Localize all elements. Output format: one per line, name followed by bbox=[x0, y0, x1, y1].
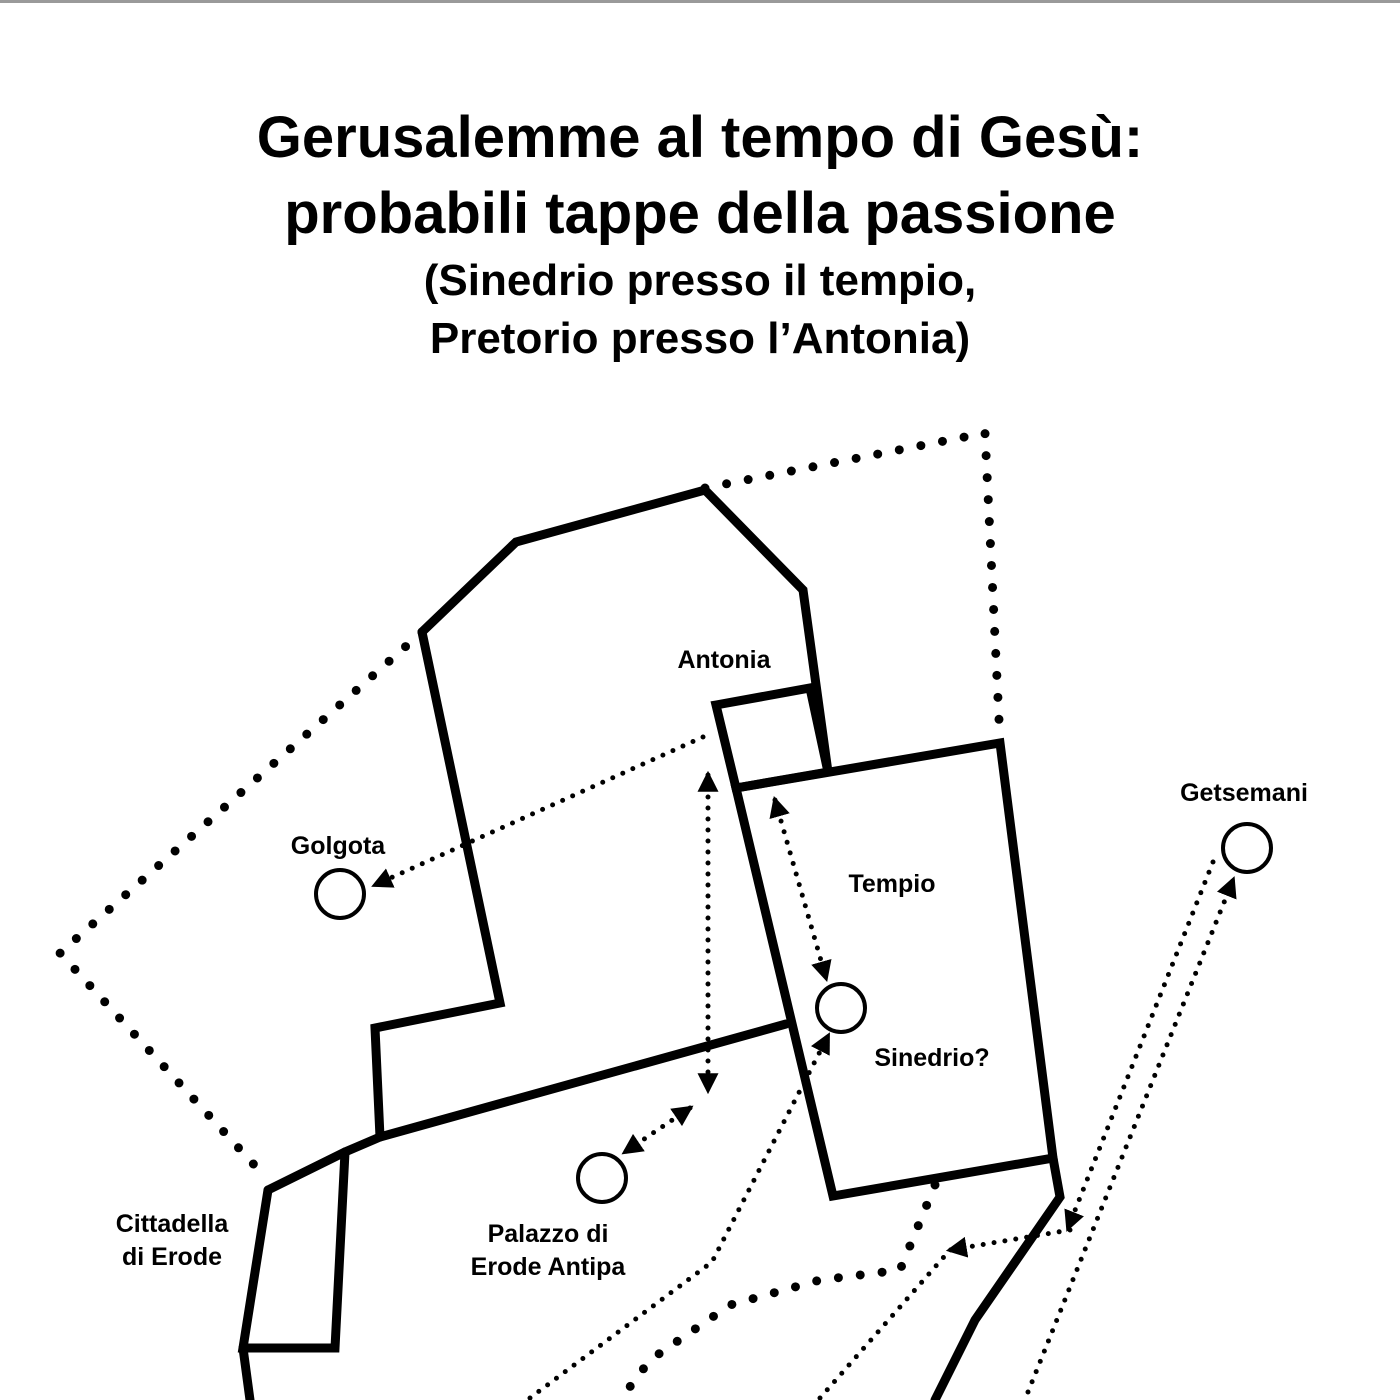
route-getsemani-south bbox=[1068, 862, 1213, 1228]
page-title-line-1: Gerusalemme al tempo di Gesù: bbox=[256, 105, 1144, 170]
route-palazzo bbox=[625, 1108, 690, 1152]
dotted-wall-west bbox=[60, 632, 422, 1180]
label-sinedrio: Sinedrio? bbox=[874, 1044, 990, 1072]
route-tempio-sinedrio bbox=[775, 800, 826, 978]
site-sinedrio bbox=[817, 984, 865, 1032]
page-title-line-2: probabili tappe della passione bbox=[284, 181, 1116, 246]
dotted-wall-north-east bbox=[705, 433, 1000, 740]
second-wall bbox=[422, 490, 828, 772]
site-golgota bbox=[316, 870, 364, 918]
route-to-getsemani bbox=[1028, 880, 1233, 1392]
label-cittadella-line-2: di Erode bbox=[121, 1243, 223, 1271]
page-subtitle-line-1: (Sinedrio presso il tempio, bbox=[423, 256, 977, 305]
dotted-wall-south bbox=[620, 1185, 935, 1400]
label-antonia: Antonia bbox=[677, 646, 771, 674]
west-wall-south bbox=[243, 1348, 250, 1400]
site-getsemani bbox=[1223, 824, 1271, 872]
label-palazzo-line-2: Erode Antipa bbox=[470, 1253, 626, 1281]
temple-enclosure bbox=[736, 743, 1053, 1196]
second-wall-west bbox=[375, 632, 500, 1137]
east-wall-south bbox=[935, 1158, 1060, 1400]
route-east-to-city bbox=[950, 1230, 1070, 1250]
site-palazzo-erode-antipa bbox=[578, 1154, 626, 1202]
label-golgota: Golgota bbox=[290, 832, 386, 860]
page-subtitle-line-2: Pretorio presso l’Antonia) bbox=[429, 314, 971, 363]
label-getsemani: Getsemani bbox=[1180, 779, 1308, 807]
label-palazzo-line-1: Palazzo di bbox=[487, 1220, 609, 1248]
label-cittadella-line-1: Cittadella bbox=[115, 1210, 229, 1238]
route-antonia-golgota bbox=[375, 737, 703, 885]
label-tempio: Tempio bbox=[848, 870, 936, 898]
